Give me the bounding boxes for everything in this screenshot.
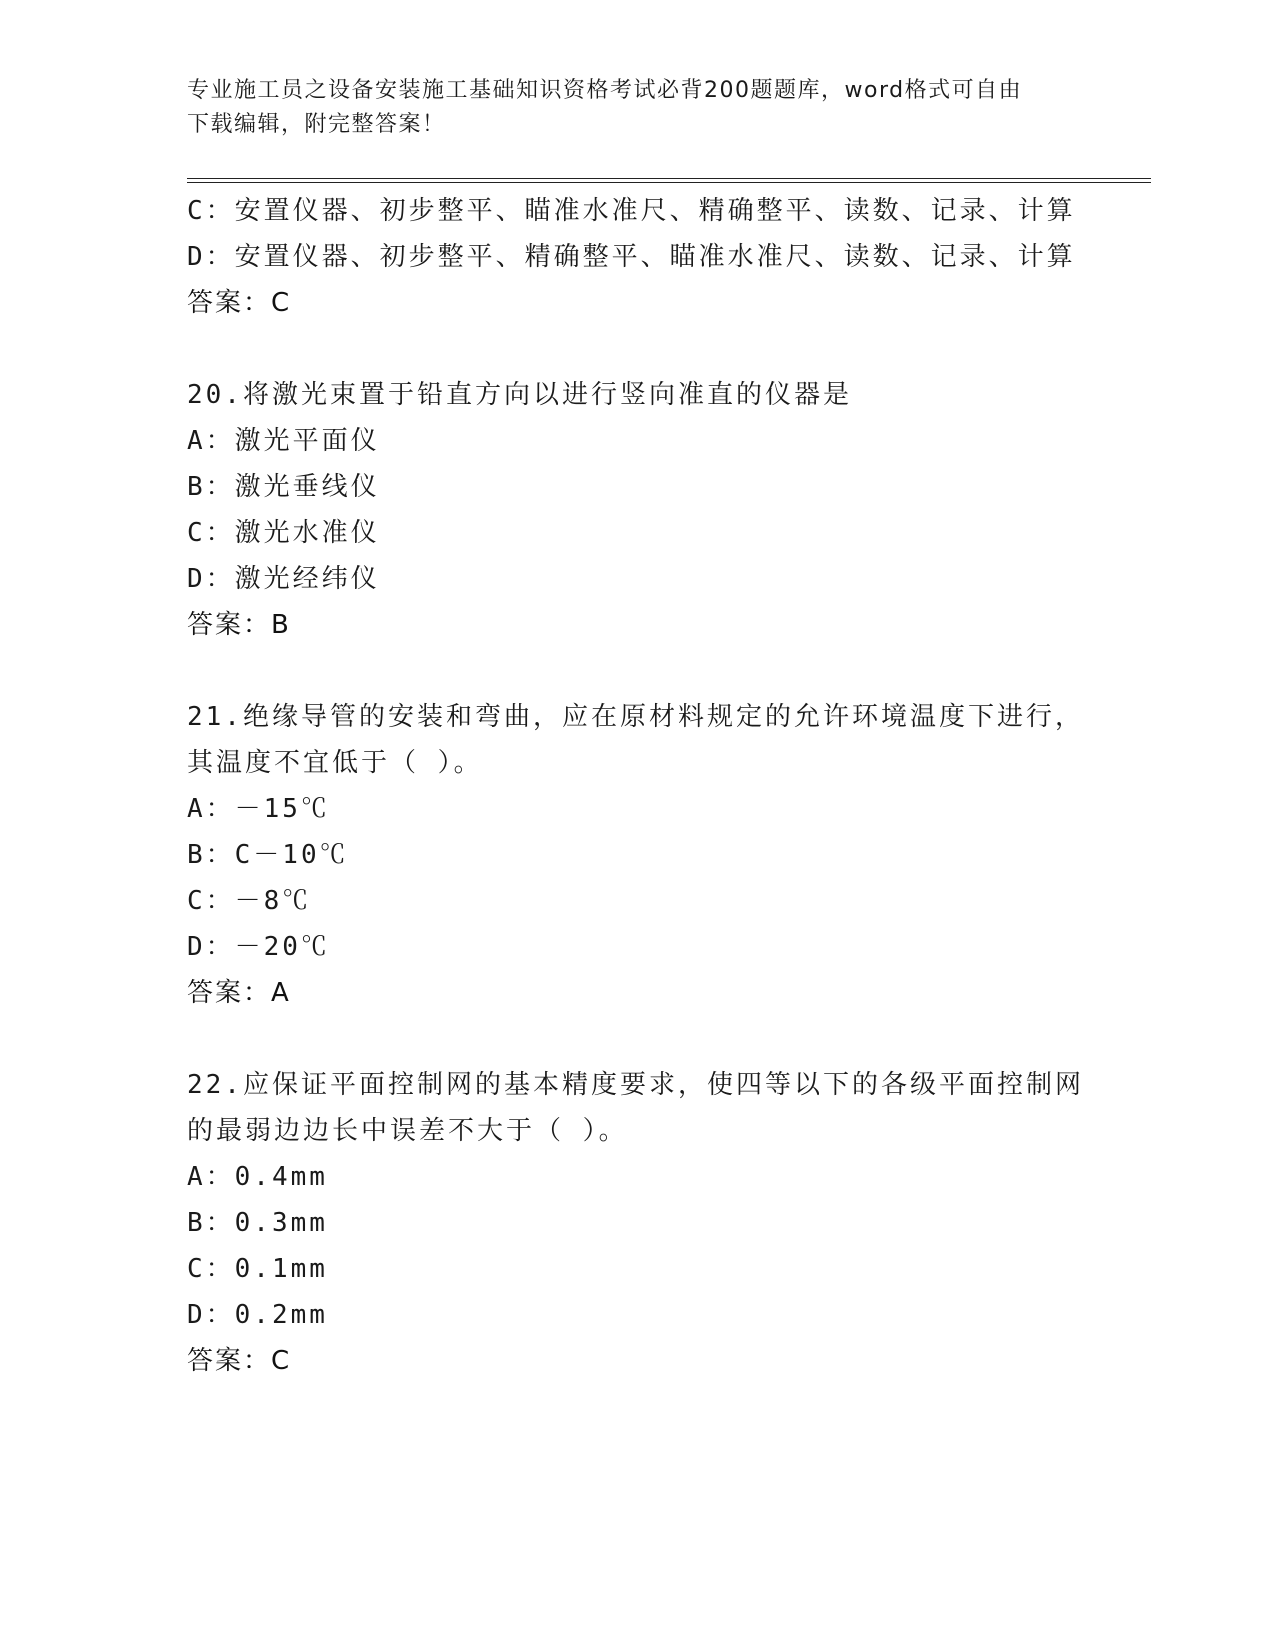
answer-line: 答案：B <box>187 610 291 640</box>
option-a: A：0.4mm <box>187 1162 328 1192</box>
option-a: A：－15℃ <box>187 794 330 824</box>
option-d: D：－20℃ <box>187 932 330 962</box>
spacer <box>187 326 1087 372</box>
question-20 <box>187 372 1087 648</box>
question-text: 20.将激光束置于铅直方向以进行竖向准直的仪器是 <box>187 380 852 410</box>
option-b: B：0.3mm <box>187 1208 328 1238</box>
spacer <box>187 1016 1087 1062</box>
page-header <box>187 74 1087 142</box>
option-c: C：0.1mm <box>187 1254 328 1284</box>
question-text-line-1: 22.应保证平面控制网的基本精度要求，使四等以下的各级平面控制网 <box>187 1070 1084 1100</box>
question-22 <box>187 1062 1087 1384</box>
option-c: C：－8℃ <box>187 886 312 916</box>
option-d: D：激光经纬仪 <box>187 564 380 594</box>
option-d: D：安置仪器、初步整平、精确整平、瞄准水准尺、读数、记录、计算 <box>187 242 1076 272</box>
option-d: D：0.2mm <box>187 1300 328 1330</box>
option-c: C：激光水准仪 <box>187 518 380 548</box>
question-list <box>187 188 1087 1384</box>
question-21 <box>187 694 1087 1016</box>
question-text-line-2: 其温度不宜低于（ ）。 <box>187 748 483 778</box>
header-line-2: 下载编辑，附完整答案！ <box>187 112 446 137</box>
option-a: A：激光平面仪 <box>187 426 380 456</box>
option-b: B：激光垂线仪 <box>187 472 380 502</box>
question-text-line-1: 21.绝缘导管的安装和弯曲，应在原材料规定的允许环境温度下进行， <box>187 702 1084 732</box>
question-19-partial <box>187 188 1087 326</box>
header-divider <box>187 178 1151 183</box>
option-c: C：安置仪器、初步整平、瞄准水准尺、精确整平、读数、记录、计算 <box>187 196 1076 226</box>
option-b: B：C－10℃ <box>187 840 349 870</box>
header-line-1: 专业施工员之设备安装施工基础知识资格考试必背200题题库，word格式可自由 <box>187 78 1023 103</box>
spacer <box>187 648 1087 694</box>
answer-line: 答案：A <box>187 978 291 1008</box>
answer-line: 答案：C <box>187 288 292 318</box>
answer-line: 答案：C <box>187 1346 292 1376</box>
question-text-line-2: 的最弱边边长中误差不大于（ ）。 <box>187 1116 628 1146</box>
